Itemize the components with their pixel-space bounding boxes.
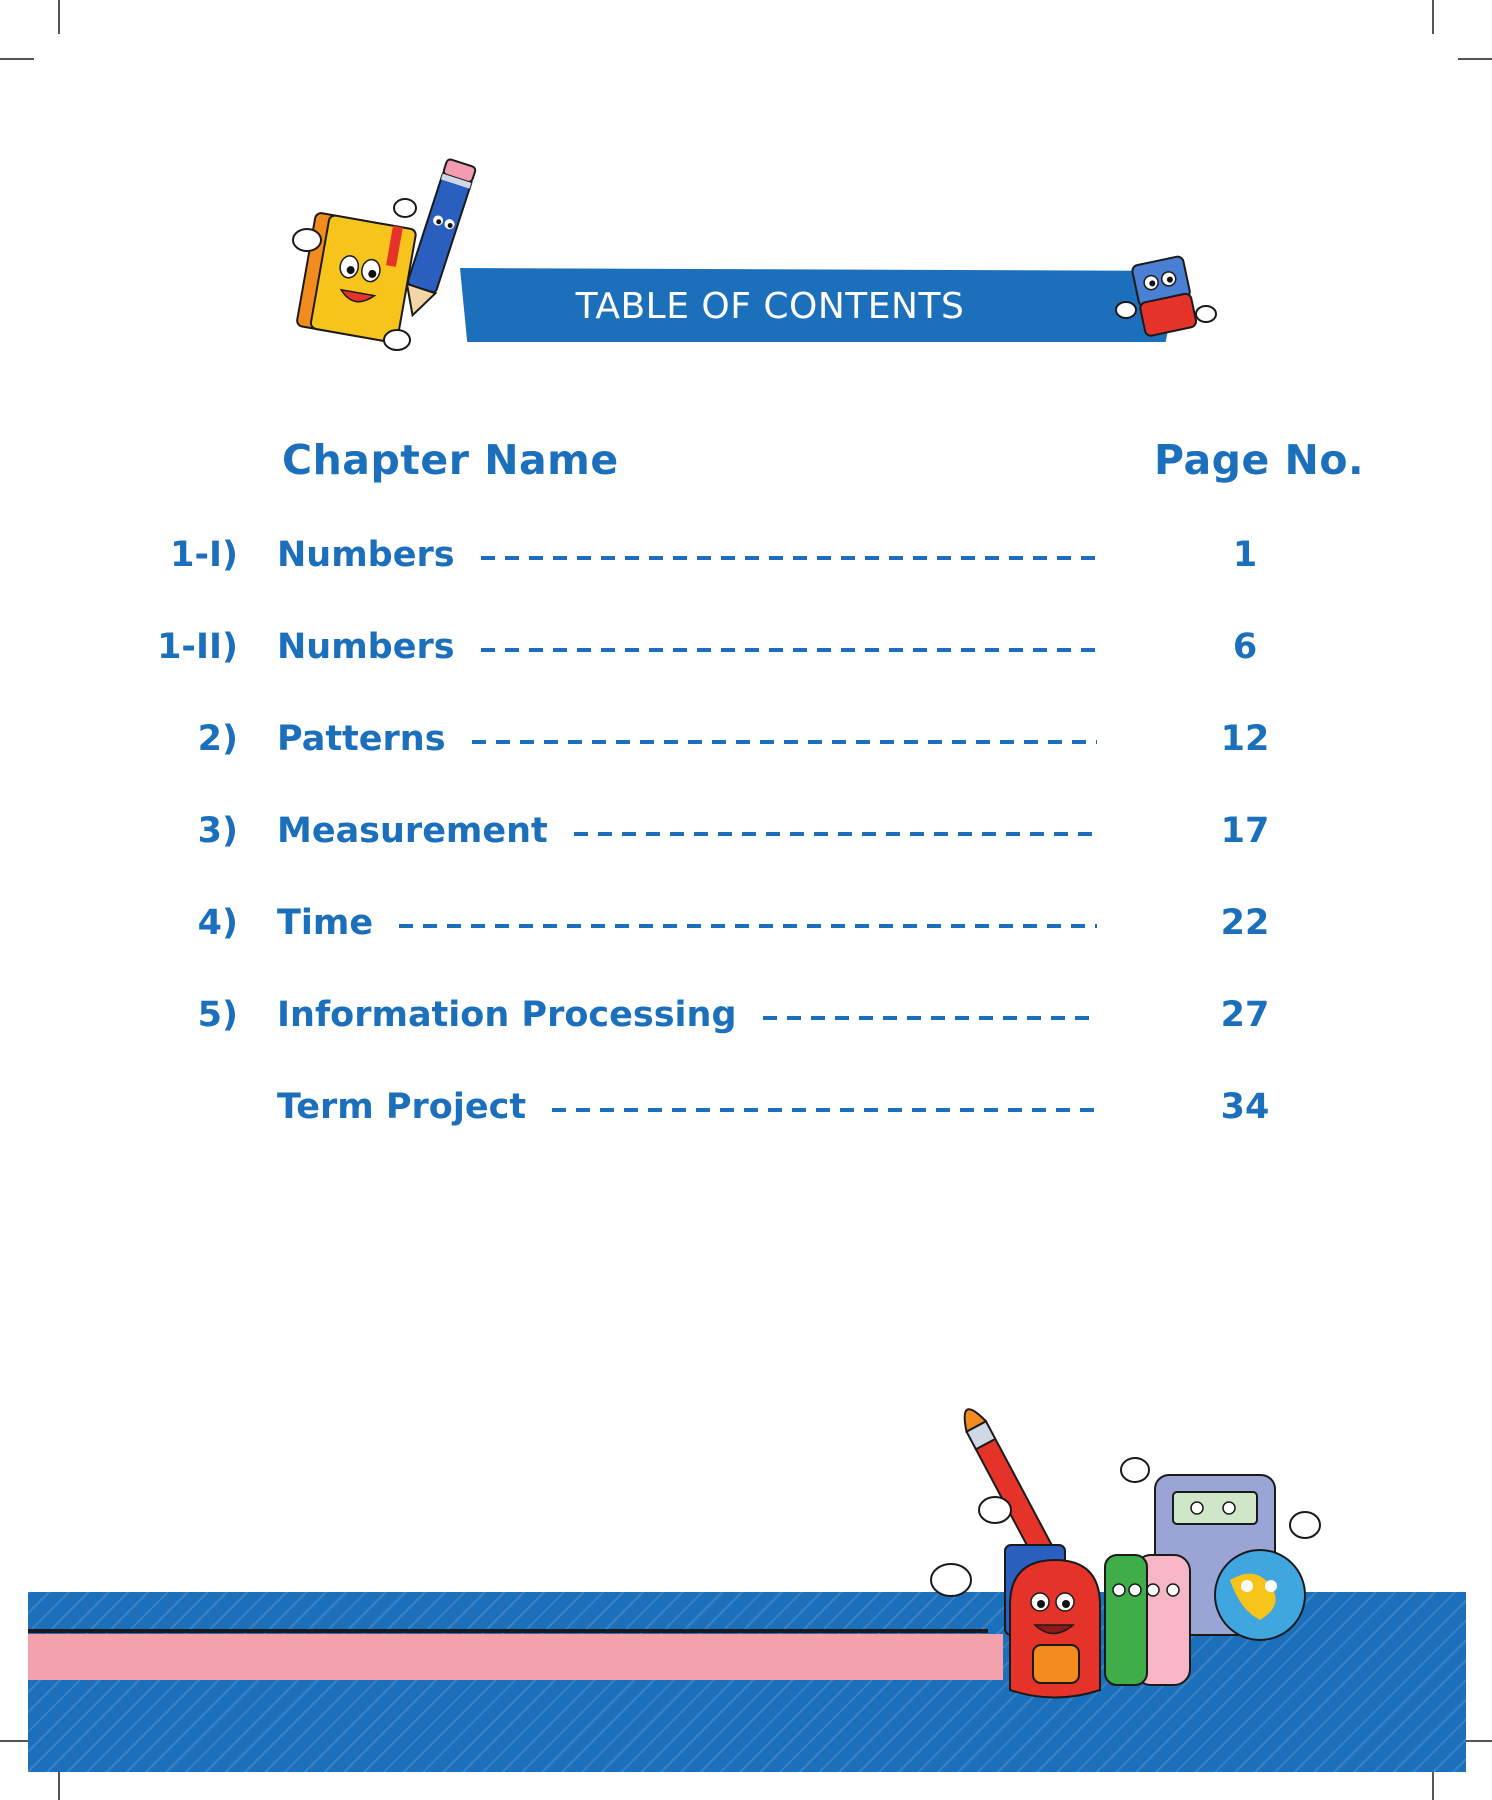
chapter-name: Measurement <box>277 811 548 851</box>
toc-banner-title: TABLE OF CONTENTS <box>575 286 965 327</box>
page-number: 17 <box>1220 811 1270 851</box>
chapter-number: 5) <box>197 995 238 1035</box>
page-number: 22 <box>1220 903 1270 943</box>
page-number: 27 <box>1220 995 1270 1035</box>
dotted-leader <box>481 556 1097 560</box>
toc-leader <box>277 806 1097 856</box>
page-number: 34 <box>1220 1087 1270 1127</box>
chapter-name: Term Project <box>277 1087 527 1127</box>
toc-row <box>0 530 1492 580</box>
toc-leader <box>277 990 1097 1040</box>
chapter-name: Patterns <box>277 719 446 759</box>
toc-leader <box>277 714 1097 764</box>
toc-row <box>0 898 1492 948</box>
chapter-number: 1-I) <box>170 535 238 575</box>
toc-row <box>0 622 1492 672</box>
page-no-header: Page No. <box>1154 436 1365 484</box>
chapter-number: 1-II) <box>157 627 238 667</box>
dotted-leader <box>552 1108 1097 1112</box>
toc-row <box>0 1082 1492 1132</box>
toc-row <box>0 806 1492 856</box>
chapter-number: 4) <box>197 903 238 943</box>
dotted-leader <box>399 924 1097 928</box>
toc-leader <box>277 1082 1097 1132</box>
toc-row <box>0 990 1492 1040</box>
toc-row <box>0 714 1492 764</box>
chapter-number: 3) <box>197 811 238 851</box>
dotted-leader <box>472 740 1097 744</box>
dotted-leader <box>574 832 1097 836</box>
school-supplies-mascots-icon <box>925 1390 1345 1720</box>
dotted-leader <box>481 648 1097 652</box>
footer-stripe-pink <box>28 1634 1003 1680</box>
toc-leader <box>277 530 1097 580</box>
chapter-name: Numbers <box>277 535 455 575</box>
page-number: 1 <box>1232 535 1258 575</box>
page-number: 12 <box>1220 719 1270 759</box>
footer-stripe-dark <box>28 1629 988 1633</box>
toc-leader <box>277 898 1097 948</box>
chapter-name: Time <box>277 903 374 943</box>
chapter-name: Numbers <box>277 627 455 667</box>
chapter-name: Information Processing <box>277 995 737 1035</box>
chapter-number: 2) <box>197 719 238 759</box>
page-number: 6 <box>1232 627 1258 667</box>
chapter-name-header: Chapter Name <box>282 436 619 484</box>
dotted-leader <box>763 1016 1097 1020</box>
toc-leader <box>277 622 1097 672</box>
